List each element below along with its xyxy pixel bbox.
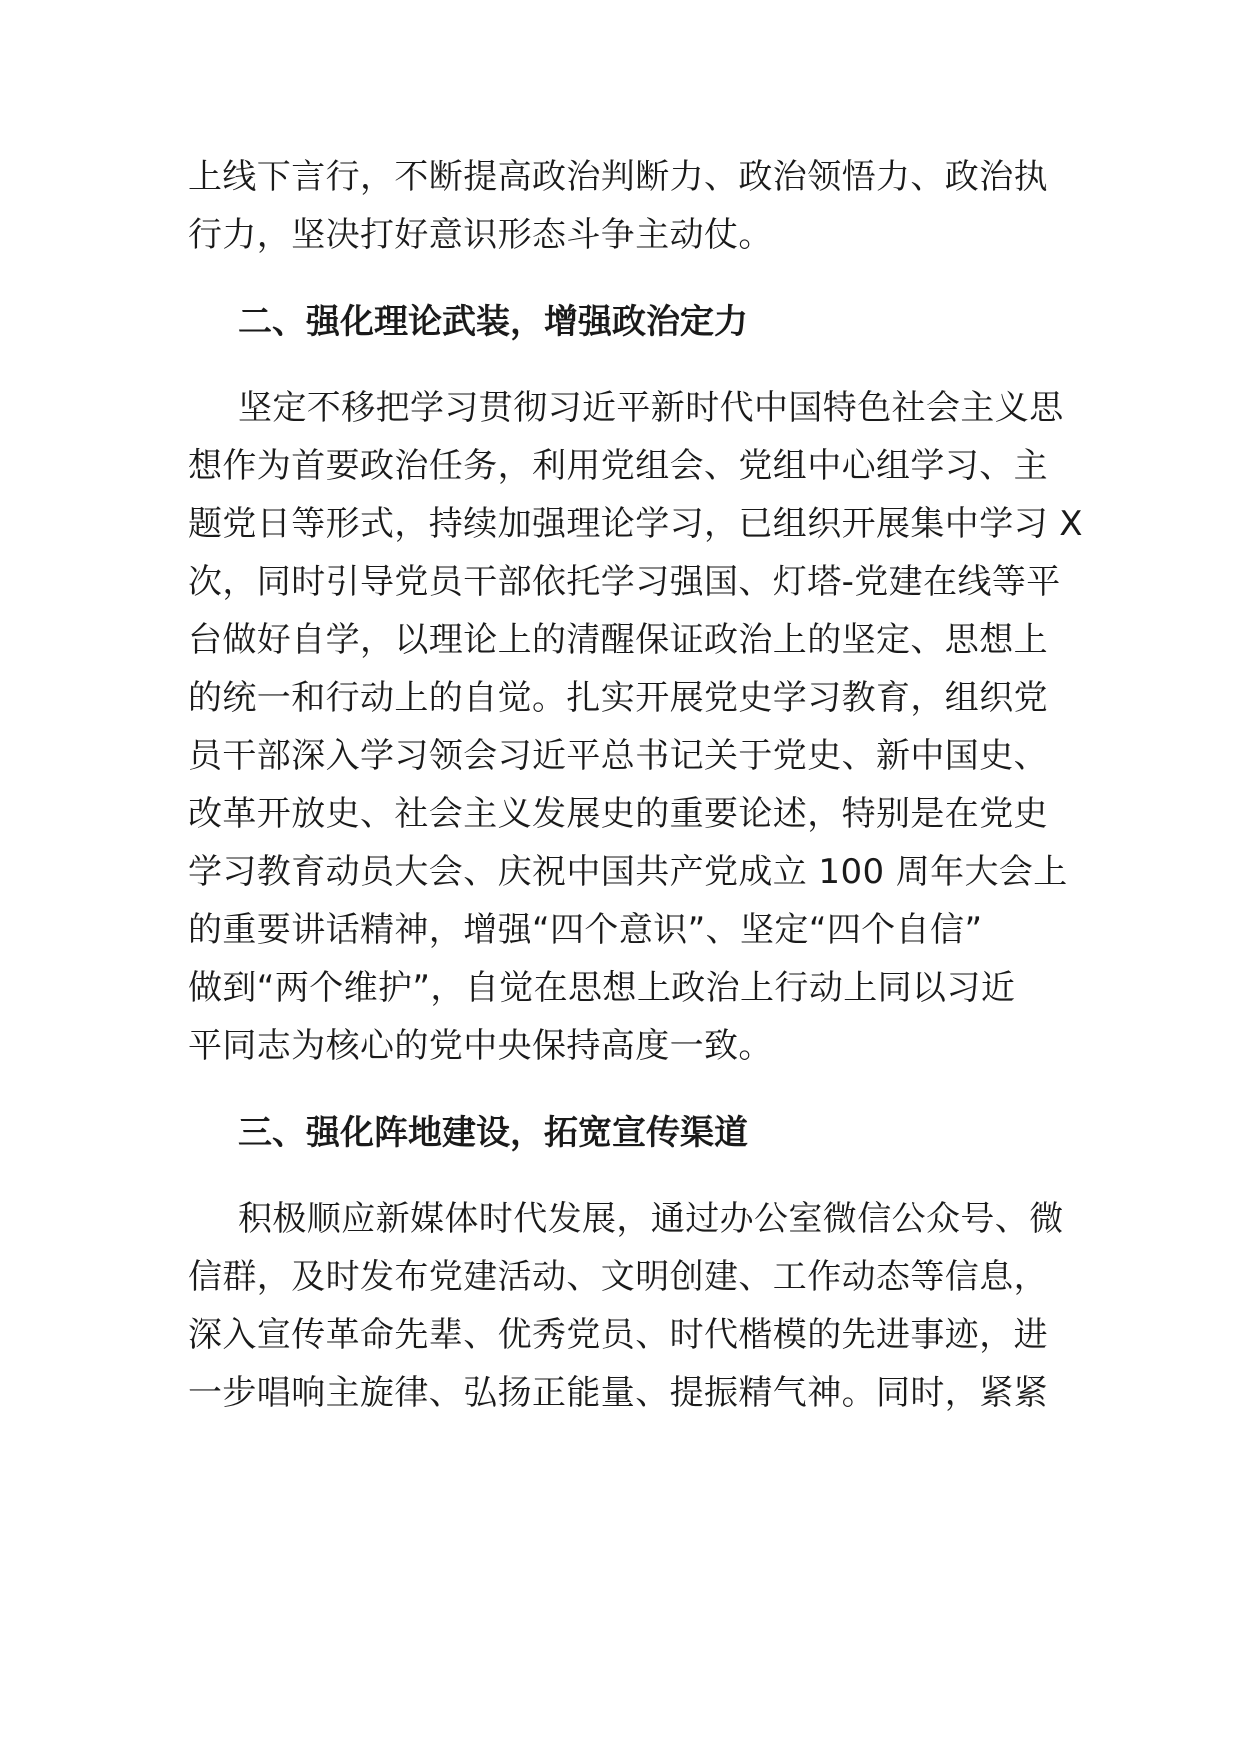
section-3-paragraph-line: 积极顺应新媒体时代发展，通过办公室微信公众号、微 bbox=[238, 1199, 1064, 1239]
section-2-paragraph-line: 改革开放史、社会主义发展史的重要论述，特别是在党史 bbox=[188, 794, 1048, 834]
section-2-paragraph-line: 做到“两个维护”，自觉在思想上政治上行动上同以习近 bbox=[188, 968, 1016, 1008]
section-2-paragraph-line: 的重要讲话精神，增强“四个意识”、坚定“四个自信” bbox=[188, 910, 983, 950]
section-2-paragraph-line: 次，同时引导党员干部依托学习强国、灯塔-党建在线等平 bbox=[188, 562, 1061, 602]
section-2-paragraph-line: 的统一和行动上的自觉。扎实开展党史学习教育，组织党 bbox=[188, 678, 1048, 718]
section-2-paragraph-line: 想作为首要政治任务，利用党组会、党组中心组学习、主 bbox=[188, 446, 1048, 486]
section-2-paragraph-line: 平同志为核心的党中央保持高度一致。 bbox=[188, 1026, 773, 1066]
section-2-paragraph-line: 学习教育动员大会、庆祝中国共产党成立 100 周年大会上 bbox=[188, 852, 1068, 892]
section-3-heading: 三、强化阵地建设，拓宽宣传渠道 bbox=[238, 1113, 748, 1153]
section-2-paragraph-line: 员干部深入学习领会习近平总书记关于党史、新中国史、 bbox=[188, 736, 1048, 776]
intro-paragraph-line: 行力，坚决打好意识形态斗争主动仗。 bbox=[188, 215, 773, 255]
section-3-paragraph-line: 深入宣传革命先辈、优秀党员、时代楷模的先进事迹，进 bbox=[188, 1315, 1048, 1355]
section-2-heading: 二、强化理论武装，增强政治定力 bbox=[238, 302, 748, 342]
section-2-paragraph-line: 坚定不移把学习贯彻习近平新时代中国特色社会主义思 bbox=[238, 388, 1064, 428]
section-2-paragraph-line: 台做好自学，以理论上的清醒保证政治上的坚定、思想上 bbox=[188, 620, 1048, 660]
section-3-paragraph-line: 一步唱响主旋律、弘扬正能量、提振精气神。同时，紧紧 bbox=[188, 1373, 1048, 1413]
intro-paragraph-line: 上线下言行，不断提高政治判断力、政治领悟力、政治执 bbox=[188, 157, 1048, 197]
section-2-paragraph-line: 题党日等形式，持续加强理论学习，已组织开展集中学习 X bbox=[188, 504, 1083, 544]
section-3-paragraph-line: 信群，及时发布党建活动、文明创建、工作动态等信息， bbox=[188, 1257, 1048, 1297]
